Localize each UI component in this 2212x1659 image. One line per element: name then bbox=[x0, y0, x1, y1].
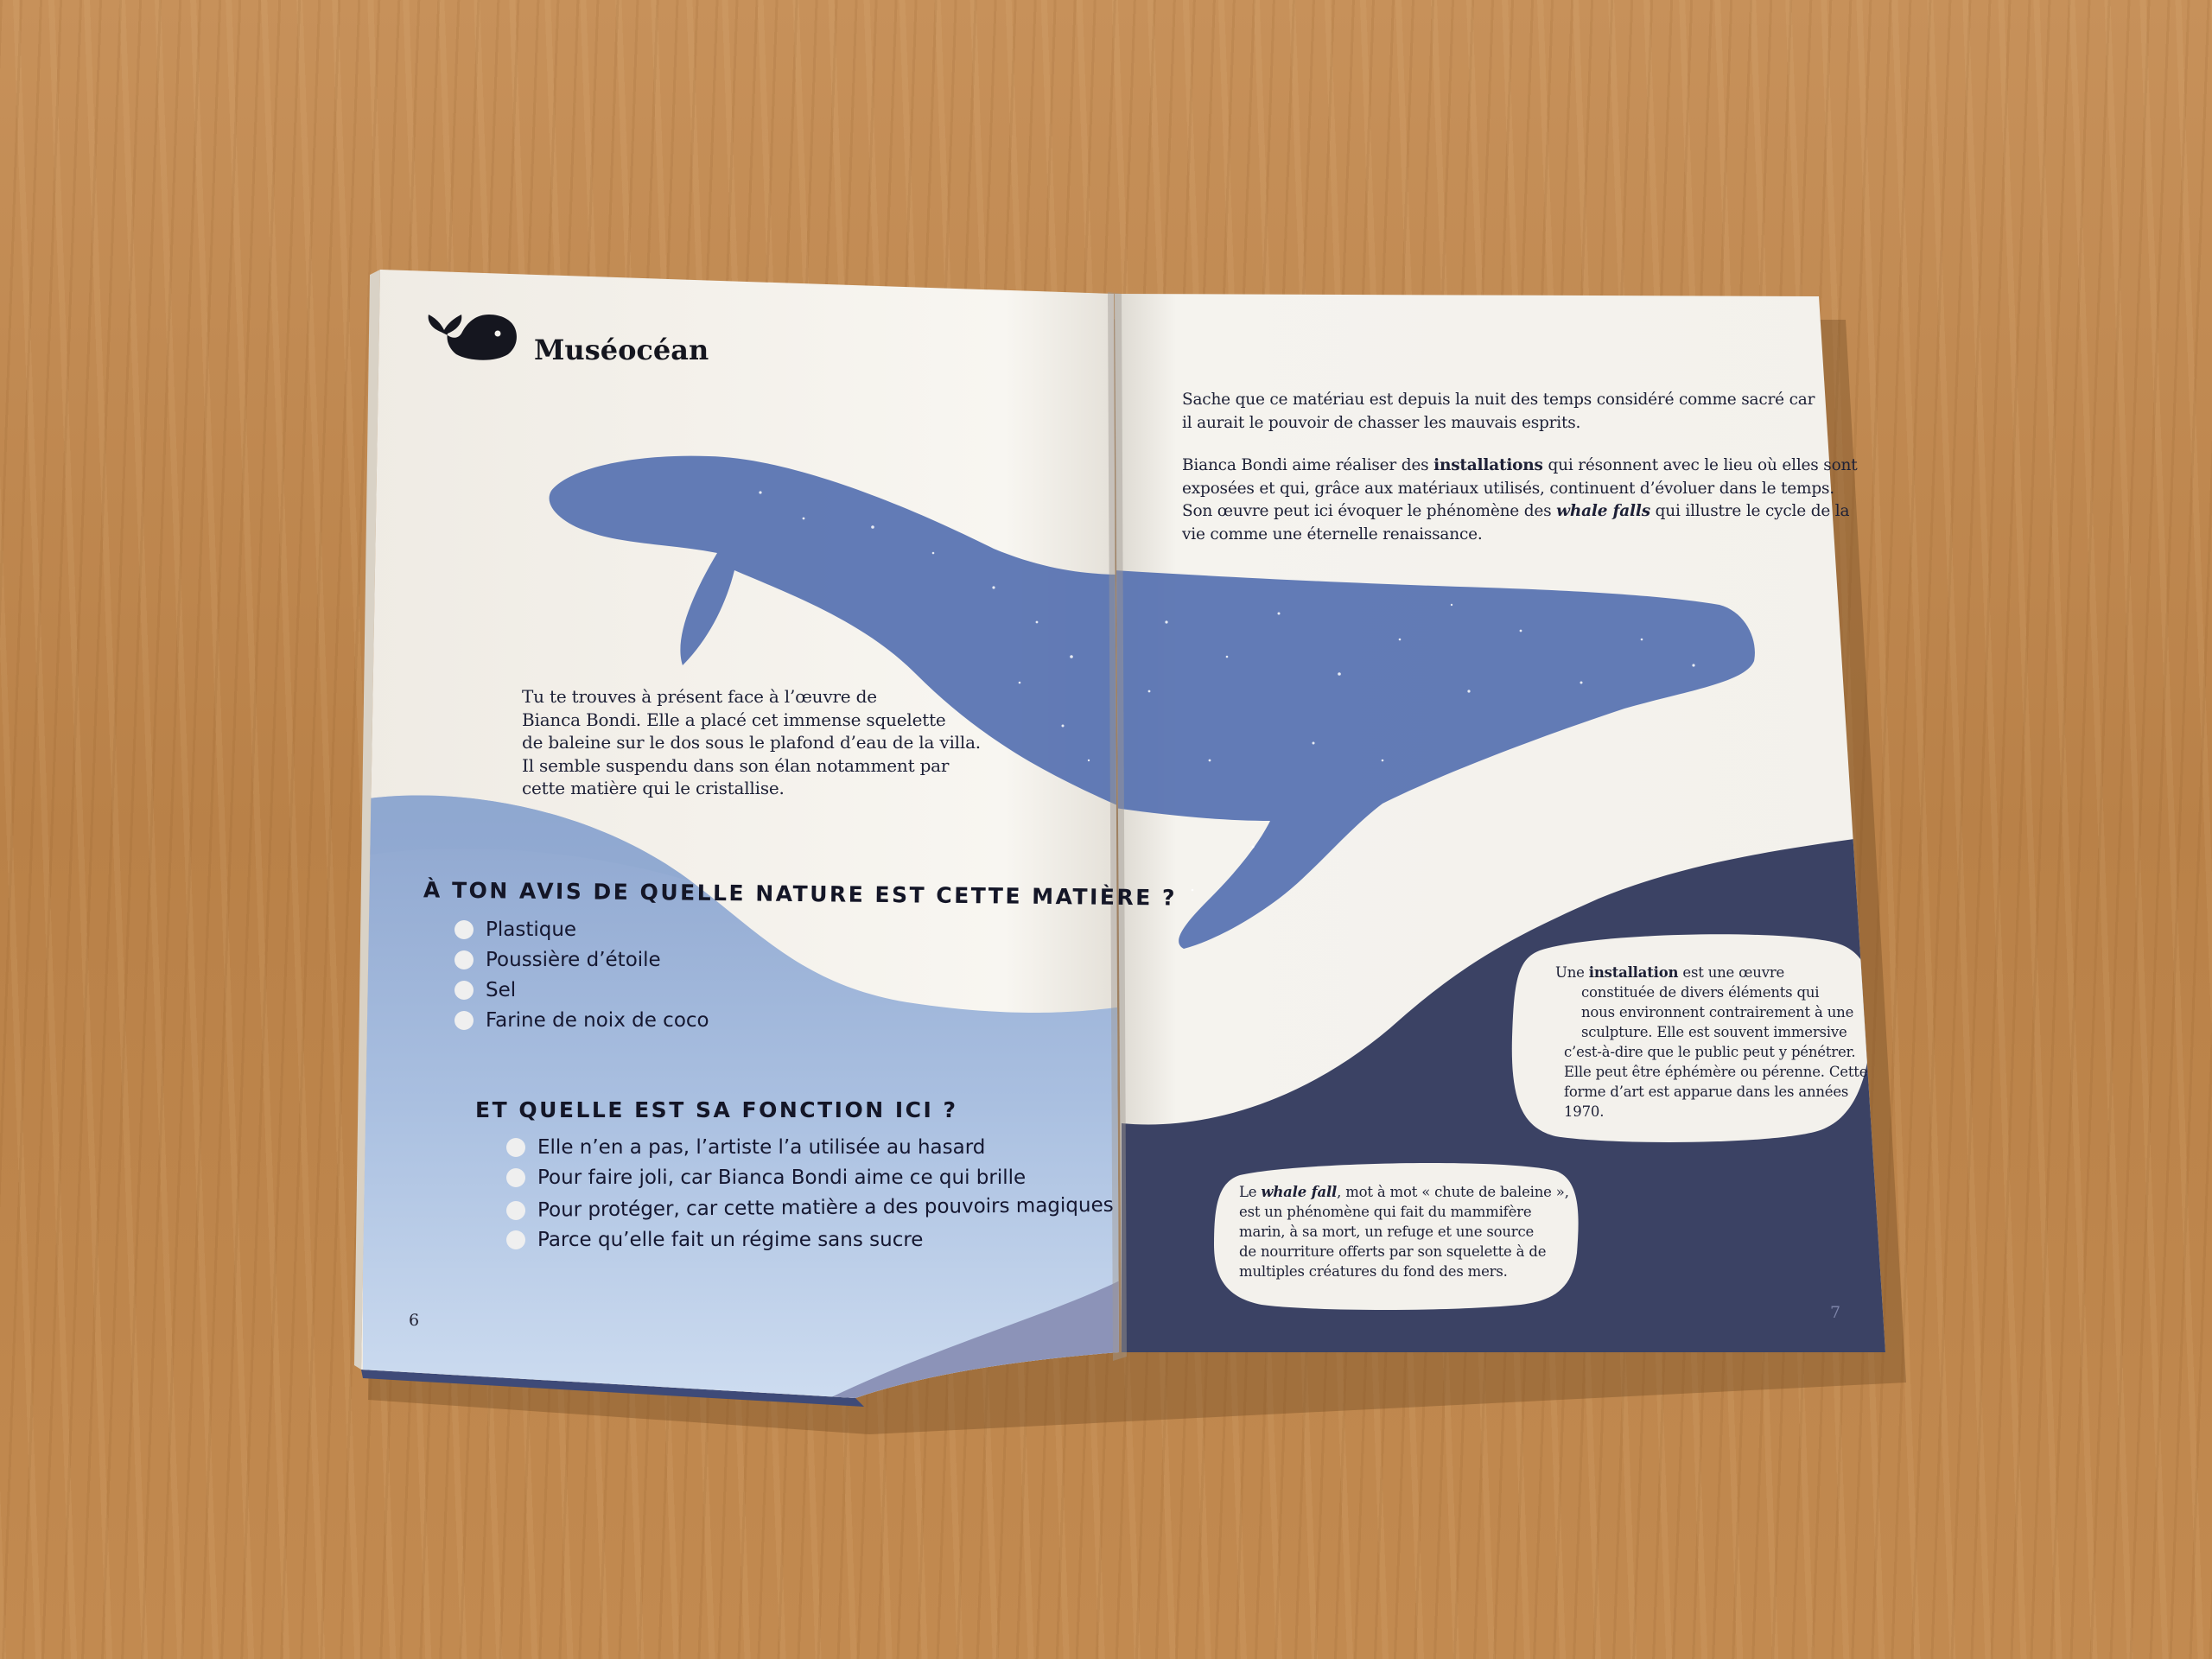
bubble-line: multiples créatures du fond des mers. bbox=[1239, 1263, 1508, 1280]
bubble-line: est un phénomène qui fait du mammifère bbox=[1239, 1204, 1532, 1220]
option-sel[interactable] bbox=[454, 979, 516, 1001]
option-label: Farine de noix de coco bbox=[486, 1009, 709, 1032]
intro-line: cette matière qui le cristallise. bbox=[522, 778, 785, 798]
para-line bbox=[1182, 454, 1857, 478]
bubble-line: nous environnent contrairement à une bbox=[1581, 1004, 1854, 1020]
page-title: Muséocéan bbox=[534, 334, 709, 366]
radio-circle[interactable] bbox=[454, 981, 474, 1000]
bubble-line: sculpture. Elle est souvent immersive bbox=[1581, 1024, 1847, 1040]
bubble-line: constituée de divers éléments qui bbox=[1581, 984, 1820, 1001]
right-para-1 bbox=[1182, 389, 1815, 435]
page-number-left: 6 bbox=[409, 1311, 420, 1330]
para-line: il aurait le pouvoir de chasser les mauvais esprits. bbox=[1182, 413, 1581, 432]
keyword-installation: installation bbox=[1588, 964, 1679, 981]
option-plastique[interactable] bbox=[454, 918, 576, 941]
radio-circle[interactable] bbox=[506, 1201, 525, 1220]
para-line: vie comme une éternelle renaissance. bbox=[1182, 524, 1483, 543]
option-label: Parce qu’elle fait un régime sans sucre bbox=[537, 1229, 924, 1251]
bubble-line: 1970. bbox=[1564, 1103, 1605, 1120]
text-run: Bianca Bondi aime réaliser des bbox=[1182, 456, 1434, 474]
option-label: Pour faire joli, car Bianca Bondi aime ce qui brille bbox=[537, 1166, 1027, 1189]
text-run: Une bbox=[1555, 964, 1589, 981]
option-joli[interactable] bbox=[506, 1166, 1026, 1189]
option-label: Plastique bbox=[486, 918, 577, 941]
radio-circle[interactable] bbox=[454, 1011, 474, 1030]
option-label: Pour protéger, car cette matière a des pouvoirs magiques bbox=[537, 1193, 1114, 1222]
question-2: ET QUELLE EST SA FONCTION ICI ? bbox=[475, 1097, 958, 1122]
bubble-line: c’est-à-dire que le public peut y pénétrer. bbox=[1564, 1044, 1856, 1060]
intro-line: Il semble suspendu dans son élan notamment par bbox=[522, 754, 950, 776]
option-label: Poussière d’étoile bbox=[486, 949, 661, 971]
text-run: est une œuvre bbox=[1678, 964, 1785, 981]
bubble-line: de nourriture offerts par son squelette à de bbox=[1239, 1243, 1547, 1260]
intro-text bbox=[522, 685, 981, 800]
bubble-line: marin, à sa mort, un refuge et une source bbox=[1239, 1224, 1535, 1240]
intro-line: Tu te trouves à présent face à l’œuvre de bbox=[522, 686, 877, 707]
question-1: À TON AVIS DE QUELLE NATURE EST CETTE MATIÈRE ? bbox=[423, 877, 1178, 911]
bubble-line: forme d’art est apparue dans les années bbox=[1564, 1084, 1849, 1100]
option-label: Elle n’en a pas, l’artiste l’a utilisée au hasard bbox=[537, 1136, 986, 1159]
keyword-whale-falls: whale falls bbox=[1556, 502, 1650, 520]
page-number-right: 7 bbox=[1830, 1303, 1841, 1322]
text-run: qui illustre le cycle de la bbox=[1649, 502, 1850, 520]
option-sucre[interactable] bbox=[506, 1229, 923, 1251]
option-label: Sel bbox=[486, 979, 517, 1001]
option-farine[interactable] bbox=[454, 1009, 709, 1032]
text-run: Le bbox=[1239, 1184, 1262, 1200]
right-para-2 bbox=[1182, 454, 1857, 546]
bubble-line bbox=[1239, 1182, 1569, 1202]
bubble-whalefall bbox=[1239, 1182, 1569, 1281]
radio-circle[interactable] bbox=[454, 950, 474, 969]
bubble-line bbox=[1555, 963, 1859, 982]
radio-circle[interactable] bbox=[454, 920, 474, 939]
bubble-installation bbox=[1555, 963, 1868, 1122]
intro-line: Bianca Bondi. Elle a placé cet immense squelette bbox=[522, 709, 946, 730]
radio-circle[interactable] bbox=[506, 1138, 525, 1157]
keyword-installations: installations bbox=[1433, 456, 1543, 474]
intro-line: de baleine sur le dos sous le plafond d’eau de la villa. bbox=[522, 732, 981, 753]
keyword-whale-fall: whale fall bbox=[1261, 1184, 1338, 1200]
radio-circle[interactable] bbox=[506, 1230, 525, 1249]
text-run: , mot à mot « chute de baleine », bbox=[1337, 1184, 1569, 1200]
para-line: Sache que ce matériau est depuis la nuit des temps considéré comme sacré car bbox=[1182, 391, 1815, 409]
para-line bbox=[1182, 500, 1857, 524]
option-poussiere[interactable] bbox=[454, 949, 661, 971]
text-run: qui résonnent avec le lieu où elles sont bbox=[1542, 456, 1858, 474]
text-run: Son œuvre peut ici évoquer le phénomène des bbox=[1182, 502, 1557, 520]
para-line: exposées et qui, grâce aux matériaux utilisés, continuent d’évoluer dans le temps. bbox=[1182, 479, 1834, 498]
option-hasard[interactable] bbox=[506, 1136, 985, 1159]
bubble-line: Elle peut être éphémère ou pérenne. Cette bbox=[1564, 1064, 1868, 1080]
radio-circle[interactable] bbox=[506, 1168, 525, 1187]
